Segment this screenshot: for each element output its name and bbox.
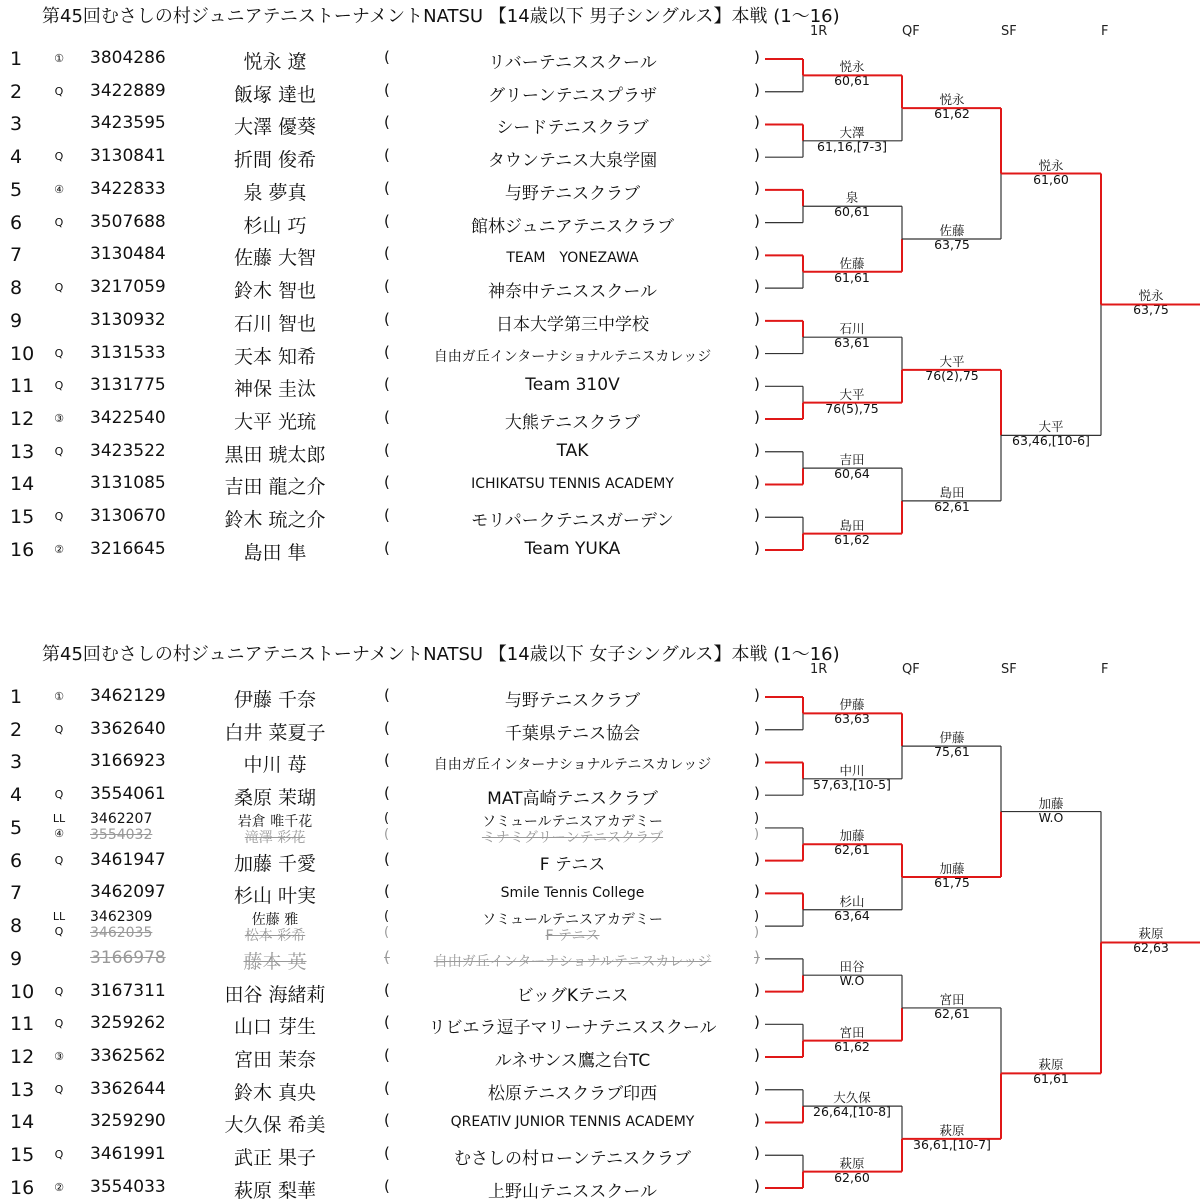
paren-open: ( (384, 826, 390, 842)
result-name: 島田 (839, 517, 865, 533)
result-name: 加藤 (1038, 795, 1064, 811)
result-score: 26,64,[10-8] (813, 1104, 891, 1120)
seed-mark: ④ (54, 182, 64, 196)
paren-close: ) (754, 1176, 760, 1195)
player-club: 千葉県テニス協会 (504, 723, 641, 744)
paren-open: ( (384, 48, 390, 66)
paren-open: ( (384, 80, 390, 99)
result-name: 宮田 (839, 1024, 865, 1040)
draw-position: 12 (10, 1046, 35, 1069)
result-score: 75,61 (934, 744, 970, 760)
player-club: リビエラ逗子マリーナテニススクール (428, 1018, 717, 1039)
draw-position: 8 (10, 277, 23, 300)
seed-mark: ① (54, 690, 64, 703)
paren-open: ( (384, 473, 390, 492)
result-name: 大澤 (839, 124, 865, 140)
player-club: モリパークテニスガーデン (471, 511, 674, 532)
result-name: 佐藤 (839, 255, 865, 271)
player-club: 日本大学第三中学校 (496, 314, 649, 335)
paren-open: ( (384, 1176, 390, 1195)
paren-close: ) (754, 925, 760, 941)
draw-position: 1 (10, 48, 23, 70)
player-club: むさしの村ローンテニスクラブ (454, 1149, 691, 1170)
player-id: 3259290 (90, 1111, 166, 1132)
draw-position: 13 (10, 1078, 35, 1101)
paren-open: ( (384, 146, 390, 165)
result-score: 61,75 (934, 875, 970, 890)
result-name: 田谷 (839, 959, 865, 975)
result-score: 60,61 (834, 204, 870, 220)
result-score: 63,46,[10-6] (1012, 433, 1090, 449)
draw-position: 7 (10, 882, 23, 905)
paren-open: ( (384, 925, 390, 941)
seed-mark: Q (54, 281, 64, 295)
result-name: 萩原 (1038, 1057, 1064, 1073)
player-club: 自由ガ丘インターナショナルテニスカレッジ (433, 757, 712, 774)
withdrawn-player-id: 3554032 (90, 826, 153, 843)
paren-open: ( (384, 440, 390, 459)
draw-position: 3 (10, 113, 23, 136)
result-score: 63,64 (834, 907, 870, 923)
paren-close: ) (754, 810, 760, 826)
player-id: 3554033 (90, 1176, 166, 1197)
player-club: タウンテニス大泉学園 (487, 151, 658, 172)
player-id: 3131533 (90, 342, 166, 363)
result-name: 宮田 (939, 991, 965, 1007)
seed-mark: Q (54, 346, 64, 360)
result-name: 萩原 (939, 1122, 965, 1138)
player-id: 3130932 (90, 309, 166, 330)
player-club: ソミュールテニスアカデミー (482, 813, 663, 830)
player-id: 3461991 (90, 1144, 166, 1165)
player-club: 与野テニスクラブ (504, 691, 641, 711)
player-club: Smile Tennis College (500, 885, 645, 902)
player-club: 自由ガ丘インターナショナルテニスカレッジ (433, 953, 712, 970)
player-id: 3422833 (90, 178, 166, 199)
player-name: 黒田 琥太郎 (224, 443, 326, 466)
paren-close: ) (754, 751, 760, 770)
draw-position: 15 (10, 1144, 35, 1167)
paren-open: ( (384, 849, 390, 868)
seed-mark: Q (54, 1082, 64, 1096)
paren-open: ( (384, 178, 390, 197)
player-id: 3462097 (90, 882, 166, 903)
player-name: 杉山 叶実 (233, 885, 317, 908)
draw-position: 4 (10, 146, 23, 169)
player-club: 神奈中テニススクール (488, 282, 657, 303)
result-score: 76(2),75 (925, 367, 979, 383)
paren-open: ( (384, 244, 390, 263)
draw-position: 7 (10, 244, 23, 267)
draw-position: 9 (10, 947, 23, 970)
player-club: QREATIV JUNIOR TENNIS ACADEMY (450, 1114, 695, 1131)
result-score: 63,61 (834, 335, 870, 351)
player-club: 上野山テニススクール (488, 1181, 657, 1202)
player-id: 3217059 (90, 277, 166, 298)
paren-close: ) (754, 211, 760, 230)
player-name: 萩原 梨華 (233, 1179, 317, 1202)
player-name: 桑原 茉瑚 (233, 787, 317, 810)
player-id: 3167311 (90, 980, 166, 1001)
paren-close: ) (754, 506, 760, 525)
draw-position: 2 (10, 718, 23, 741)
paren-open: ( (384, 1013, 390, 1032)
player-id: 3462309 (90, 909, 153, 926)
withdrawn-player-id: 3462035 (90, 925, 153, 942)
player-id: 3130670 (90, 506, 166, 527)
draw-position: 3 (10, 751, 23, 774)
round-label: 1R (810, 24, 828, 39)
player-id: 3422889 (90, 80, 166, 101)
result-score: 61,62 (834, 1038, 870, 1054)
seed-mark: Q (54, 379, 64, 393)
result-name: 泉 (845, 190, 859, 206)
player-name: 飯塚 達也 (233, 83, 317, 106)
result-score: 60,61 (834, 73, 870, 89)
paren-close: ) (754, 826, 760, 842)
player-club: MAT高崎テニスクラブ (487, 789, 658, 810)
player-name: 大平 光琉 (233, 411, 317, 434)
player-id: 3362562 (90, 1046, 166, 1067)
paren-close: ) (754, 1078, 760, 1097)
paren-open: ( (384, 277, 390, 296)
result-score: 36,61,[10-7] (913, 1136, 991, 1152)
paren-close: ) (754, 277, 760, 296)
paren-open: ( (384, 909, 390, 925)
player-name: 石川 智也 (233, 312, 317, 335)
round-label: F (1101, 24, 1109, 39)
paren-close: ) (754, 538, 760, 557)
result-name: 萩原 (1138, 926, 1164, 942)
player-name: 田谷 海緒莉 (224, 983, 326, 1006)
paren-open: ( (384, 113, 390, 132)
result-score: 61,61 (1033, 1071, 1069, 1087)
player-id: 3130484 (90, 244, 166, 265)
player-id: 3554061 (90, 784, 166, 805)
draw-position: 14 (10, 1111, 35, 1134)
player-id: 3166978 (90, 947, 166, 968)
paren-close: ) (754, 1013, 760, 1032)
paren-close: ) (754, 882, 760, 901)
player-name: 岩倉 唯千花 (237, 813, 313, 830)
result-score: 57,63,[10-5] (813, 776, 891, 792)
player-name: 佐藤 大智 (233, 247, 317, 270)
seed-mark: ③ (54, 412, 64, 426)
seed-mark: Q (54, 84, 64, 98)
paren-open: ( (384, 408, 390, 427)
result-score: 63,63 (834, 711, 870, 727)
result-score: 61,62 (834, 531, 870, 547)
paren-close: ) (754, 178, 760, 197)
player-id: 3462129 (90, 686, 166, 706)
paren-open: ( (384, 1046, 390, 1065)
seed-mark: Q (54, 1148, 64, 1162)
paren-close: ) (754, 686, 760, 704)
player-id: 3423522 (90, 440, 166, 461)
result-name: 大平 (1038, 419, 1064, 435)
draw-position: 5 (10, 816, 23, 839)
player-club: シードテニスクラブ (496, 118, 649, 139)
result-score: 63,75 (1133, 302, 1169, 318)
player-name: 悦永 遼 (243, 51, 307, 73)
paren-close: ) (754, 1144, 760, 1163)
paren-close: ) (754, 408, 760, 427)
result-score: W.O (839, 973, 865, 989)
paren-close: ) (754, 784, 760, 803)
draw-position: 16 (10, 538, 35, 561)
result-name: 萩原 (839, 1155, 865, 1171)
player-id: 3804286 (90, 48, 166, 68)
result-name: 島田 (939, 484, 965, 500)
result-name: 悦永 (839, 59, 865, 75)
player-id: 3216645 (90, 538, 166, 559)
result-name: 悦永 (939, 92, 965, 108)
player-name: 山口 芽生 (233, 1016, 317, 1039)
draw-position: 5 (10, 178, 23, 201)
paren-close: ) (754, 909, 760, 925)
seed-mark: Q (54, 788, 64, 802)
player-club: 館林ジュニアテニスクラブ (471, 216, 674, 237)
player-name: 鈴木 琉之介 (224, 509, 326, 532)
seed-mark: ③ (54, 1050, 64, 1064)
draw-position: 11 (10, 375, 35, 398)
draw-position: 4 (10, 784, 23, 807)
player-club: ビッグKテニス (516, 985, 629, 1006)
player-id: 3362644 (90, 1078, 166, 1099)
player-club: F テニス (539, 854, 606, 875)
round-label: SF (1001, 662, 1017, 677)
player-name: 鈴木 真央 (233, 1081, 317, 1104)
paren-open: ( (384, 947, 390, 966)
result-name: 大久保 (833, 1090, 871, 1106)
player-name: 鈴木 智也 (233, 280, 317, 303)
player-name: 伊藤 千奈 (233, 689, 317, 711)
withdrawn-player-name: 松本 彩希 (244, 928, 306, 945)
player-club: 自由ガ丘インターナショナルテニスカレッジ (433, 348, 712, 365)
result-name: 大平 (839, 386, 865, 402)
result-score: 61,62 (934, 106, 970, 122)
result-name: 悦永 (1138, 288, 1164, 304)
paren-open: ( (384, 375, 390, 394)
player-id: 3461947 (90, 849, 166, 870)
paren-open: ( (384, 784, 390, 803)
result-score: 62,63 (1133, 940, 1169, 956)
paren-open: ( (384, 342, 390, 361)
seed-mark: Q (54, 722, 64, 736)
seed-mark: LL (52, 811, 66, 825)
seed-mark: Q (54, 444, 64, 458)
paren-close: ) (754, 473, 760, 492)
withdrawn-player-club: ミナミグリーンテニスクラブ (481, 829, 664, 846)
player-club: TAK (556, 440, 589, 461)
paren-open: ( (384, 1111, 390, 1130)
paren-close: ) (754, 342, 760, 361)
result-name: 伊藤 (839, 697, 865, 713)
result-score: W.O (1038, 809, 1064, 825)
draw-position: 12 (10, 408, 35, 431)
player-name: 藤本 英 (243, 950, 307, 973)
player-id: 3166923 (90, 751, 166, 772)
paren-open: ( (384, 1144, 390, 1163)
player-id: 3362640 (90, 718, 166, 739)
player-id: 3131085 (90, 473, 166, 494)
result-score: 76(5),75 (825, 400, 879, 416)
player-name: 杉山 巧 (243, 214, 307, 237)
paren-open: ( (384, 309, 390, 328)
draw-position: 10 (10, 342, 35, 365)
player-name: 宮田 茉奈 (233, 1049, 317, 1072)
paren-close: ) (754, 440, 760, 459)
paren-close: ) (754, 146, 760, 165)
result-name: 吉田 (839, 452, 865, 468)
round-label: SF (1001, 24, 1017, 39)
paren-close: ) (754, 113, 760, 132)
seed-mark: Q (54, 1017, 64, 1031)
seed-mark: Q (54, 215, 64, 229)
player-club: ICHIKATSU TENNIS ACADEMY (471, 476, 674, 493)
paren-close: ) (754, 718, 760, 737)
result-name: 大平 (939, 353, 965, 369)
result-name: 中川 (839, 762, 865, 778)
seed-mark: Q (54, 984, 64, 998)
draw-position: 16 (10, 1176, 35, 1199)
player-name: 武正 果子 (233, 1147, 317, 1170)
player-name: 吉田 龍之介 (224, 476, 326, 499)
paren-close: ) (754, 947, 760, 966)
paren-close: ) (754, 980, 760, 999)
player-name: 中川 苺 (243, 754, 307, 777)
player-id: 3131775 (90, 375, 166, 396)
result-score: 62,61 (934, 498, 970, 514)
round-label: F (1101, 662, 1109, 677)
player-id: 3422540 (90, 408, 166, 429)
round-label: QF (902, 24, 920, 39)
player-club: ルネサンス鷹之台TC (494, 1051, 651, 1072)
player-club: 大熊テニスクラブ (504, 413, 641, 434)
player-name: 佐藤 雅 (251, 912, 299, 929)
paren-close: ) (754, 48, 760, 66)
paren-close: ) (754, 849, 760, 868)
seed-mark: Q (54, 150, 64, 164)
paren-open: ( (384, 882, 390, 901)
round-label: QF (902, 662, 920, 677)
player-club: リバーテニススクール (488, 53, 657, 73)
player-id: 3259262 (90, 1013, 166, 1034)
result-name: 加藤 (939, 861, 965, 876)
player-name: 泉 夢真 (243, 181, 307, 204)
result-name: 加藤 (839, 828, 865, 844)
draw-position: 10 (10, 980, 35, 1003)
player-club: TEAM YONEZAWA (506, 250, 639, 267)
result-score: 60,64 (834, 466, 870, 482)
result-name: 杉山 (839, 893, 865, 909)
paren-open: ( (384, 1078, 390, 1097)
paren-open: ( (384, 718, 390, 737)
player-club: 与野テニスクラブ (504, 183, 641, 204)
paren-open: ( (384, 980, 390, 999)
round-label: 1R (810, 662, 828, 677)
result-score: 62,60 (834, 1169, 870, 1185)
player-club: 松原テニスクラブ印西 (487, 1083, 658, 1104)
paren-close: ) (754, 244, 760, 263)
player-id: 3130841 (90, 146, 166, 167)
draw-position: 8 (10, 915, 23, 938)
seed-mark: Q (54, 510, 64, 524)
player-name: 白井 菜夏子 (224, 721, 326, 744)
draw-position: 1 (10, 686, 23, 708)
seed-mark: ② (54, 1180, 64, 1194)
result-name: 伊藤 (939, 730, 965, 746)
paren-open: ( (384, 751, 390, 770)
draw-position: 2 (10, 80, 23, 103)
result-score: 63,75 (934, 237, 970, 252)
player-club: ソミュールテニスアカデミー (482, 912, 663, 929)
player-name: 大久保 希美 (224, 1114, 326, 1137)
withdrawn-seed-mark: ④ (54, 826, 64, 840)
seed-mark: ② (54, 542, 64, 556)
player-name: 大澤 優葵 (233, 116, 317, 139)
player-club: Team YUKA (524, 538, 621, 559)
player-name: 神保 圭汰 (233, 378, 317, 401)
draw-position: 9 (10, 309, 23, 332)
player-name: 加藤 千愛 (233, 852, 317, 875)
result-score: 61,16,[7-3] (817, 138, 887, 154)
paren-open: ( (384, 810, 390, 826)
draw-position: 6 (10, 849, 23, 872)
player-club: Team 310V (525, 375, 620, 396)
player-id: 3423595 (90, 113, 166, 134)
player-name: 折間 俊希 (233, 149, 317, 172)
paren-open: ( (384, 686, 390, 704)
result-score: 61,60 (1033, 171, 1069, 187)
paren-close: ) (754, 1111, 760, 1130)
paren-open: ( (384, 506, 390, 525)
draw-position: 11 (10, 1013, 35, 1036)
draw-position: 15 (10, 506, 35, 529)
seed-mark: LL (52, 910, 66, 924)
paren-open: ( (384, 538, 390, 557)
result-score: 62,61 (834, 842, 870, 858)
paren-close: ) (754, 375, 760, 394)
paren-close: ) (754, 1046, 760, 1065)
player-name: 天本 知希 (233, 345, 317, 368)
draw-position: 14 (10, 473, 35, 496)
player-id: 3507688 (90, 211, 166, 232)
draw-title: 第45回むさしの村ジュニアテニストーナメントNATSU 【14歳以下 男子シングルス】本戦 (1〜16) (42, 6, 840, 27)
withdrawn-player-club: F テニス (545, 928, 600, 945)
result-name: 悦永 (1038, 157, 1064, 173)
draw-title: 第45回むさしの村ジュニアテニストーナメントNATSU 【14歳以下 女子シングルス】本戦 (1〜16) (42, 644, 840, 665)
paren-close: ) (754, 309, 760, 328)
result-score: 62,61 (934, 1005, 970, 1021)
player-id: 3462207 (90, 810, 153, 827)
result-score: 61,61 (834, 269, 870, 285)
draw-position: 13 (10, 440, 35, 463)
seed-mark: Q (54, 853, 64, 867)
paren-open: ( (384, 211, 390, 230)
seed-mark: ① (54, 52, 64, 65)
player-club: グリーンテニスプラザ (488, 85, 657, 106)
draw-position: 6 (10, 211, 23, 234)
withdrawn-seed-mark: Q (54, 925, 64, 939)
paren-close: ) (754, 80, 760, 99)
result-name: 佐藤 (939, 223, 965, 238)
player-name: 島田 隼 (243, 541, 307, 564)
result-name: 石川 (839, 321, 865, 337)
withdrawn-player-name: 滝澤 彩花 (244, 829, 306, 846)
